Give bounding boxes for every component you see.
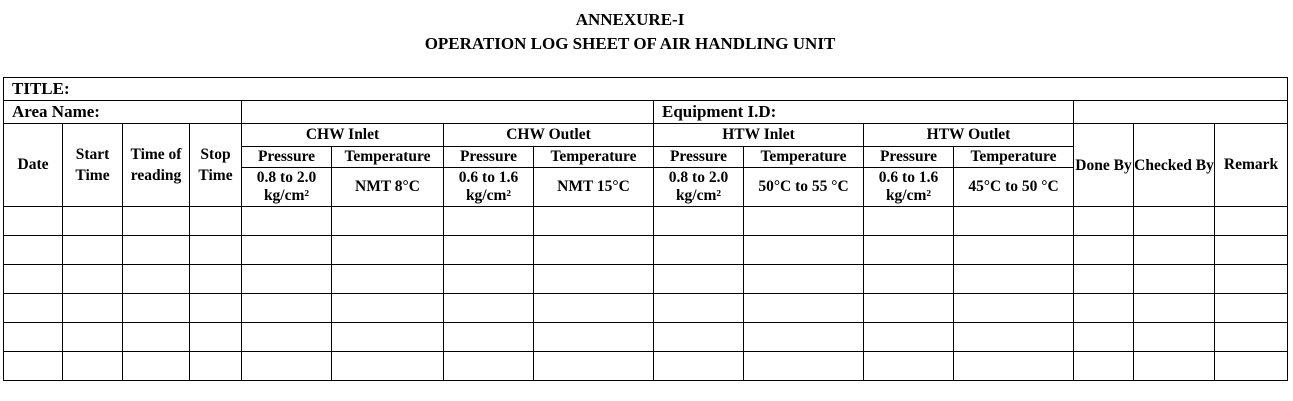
log-entry-cell[interactable] xyxy=(534,236,654,265)
chw-inlet-temperature-label: Temperature xyxy=(332,147,444,168)
log-entry-cell[interactable] xyxy=(534,207,654,236)
htw-inlet-temperature-label: Temperature xyxy=(744,147,864,168)
log-entry-cell[interactable] xyxy=(4,207,63,236)
log-entry-cell[interactable] xyxy=(1074,236,1134,265)
log-entry-cell[interactable] xyxy=(332,352,444,381)
table-row xyxy=(4,265,1288,294)
log-entry-cell[interactable] xyxy=(444,294,534,323)
log-entry-cell[interactable] xyxy=(190,352,242,381)
log-entry-cell[interactable] xyxy=(534,294,654,323)
title-field[interactable]: TITLE: xyxy=(4,78,1288,101)
chw-outlet-pressure-label: Pressure xyxy=(444,147,534,168)
log-entry-cell[interactable] xyxy=(1134,236,1215,265)
log-entry-cell[interactable] xyxy=(63,352,123,381)
log-entry-cell[interactable] xyxy=(242,207,332,236)
annexure-heading: ANNEXURE-I xyxy=(575,10,685,29)
table-row xyxy=(4,352,1288,381)
log-entry-cell[interactable] xyxy=(1074,207,1134,236)
log-entry-cell[interactable] xyxy=(864,236,954,265)
log-entry-cell[interactable] xyxy=(332,323,444,352)
htw-inlet-pressure-label: Pressure xyxy=(654,147,744,168)
log-entry-cell[interactable] xyxy=(1134,265,1215,294)
log-entry-cell[interactable] xyxy=(332,207,444,236)
log-entry-cell[interactable] xyxy=(1215,294,1288,323)
log-entry-cell[interactable] xyxy=(534,265,654,294)
log-entry-cell[interactable] xyxy=(1134,323,1215,352)
col-time-of-reading: Time of reading xyxy=(123,124,190,207)
log-entry-cell[interactable] xyxy=(1074,352,1134,381)
log-entry-cell[interactable] xyxy=(242,236,332,265)
chw-inlet-pressure-range: 0.8 to 2.0 kg/cm² xyxy=(242,168,332,207)
log-entry-cell[interactable] xyxy=(744,294,864,323)
group-htw-outlet: HTW Outlet xyxy=(864,124,1074,147)
log-entry-cell[interactable] xyxy=(444,207,534,236)
log-entry-cell[interactable] xyxy=(744,323,864,352)
log-entry-cell[interactable] xyxy=(1215,323,1288,352)
htw-inlet-temperature-range: 50°C to 55 °C xyxy=(744,168,864,207)
log-entry-cell[interactable] xyxy=(123,352,190,381)
equipment-id-value[interactable] xyxy=(1074,101,1288,124)
table-row xyxy=(4,207,1288,236)
log-entry-cell[interactable] xyxy=(242,323,332,352)
log-entry-cell[interactable] xyxy=(1215,236,1288,265)
col-remark: Remark xyxy=(1215,124,1288,207)
chw-inlet-temperature-range: NMT 8°C xyxy=(332,168,444,207)
group-chw-outlet: CHW Outlet xyxy=(444,124,654,147)
log-entry-cell[interactable] xyxy=(190,294,242,323)
log-entry-cell[interactable] xyxy=(744,265,864,294)
log-entry-cell[interactable] xyxy=(1215,207,1288,236)
htw-outlet-temperature-range: 45°C to 50 °C xyxy=(954,168,1074,207)
log-entry-cell[interactable] xyxy=(63,265,123,294)
log-entry-cell[interactable] xyxy=(654,265,744,294)
log-entry-cell[interactable] xyxy=(864,265,954,294)
log-entry-cell[interactable] xyxy=(1134,294,1215,323)
log-entry-cell[interactable] xyxy=(1215,265,1288,294)
log-entry-cell[interactable] xyxy=(4,352,63,381)
log-entry-cell[interactable] xyxy=(654,294,744,323)
log-entry-cell[interactable] xyxy=(190,207,242,236)
log-entry-cell[interactable] xyxy=(1074,265,1134,294)
chw-outlet-pressure-range: 0.6 to 1.6 kg/cm² xyxy=(444,168,534,207)
log-entry-cell[interactable] xyxy=(63,236,123,265)
log-sheet-title: OPERATION LOG SHEET OF AIR HANDLING UNIT xyxy=(424,34,836,53)
log-entry-cell[interactable] xyxy=(654,236,744,265)
log-entry-cell[interactable] xyxy=(744,207,864,236)
log-entry-cell[interactable] xyxy=(123,294,190,323)
log-entry-cell[interactable] xyxy=(744,352,864,381)
log-entry-cell[interactable] xyxy=(123,323,190,352)
log-entry-cell[interactable] xyxy=(954,236,1074,265)
log-table xyxy=(3,77,1288,381)
log-entry-cell[interactable] xyxy=(444,323,534,352)
log-entry-cell[interactable] xyxy=(332,294,444,323)
log-entry-cell[interactable] xyxy=(864,207,954,236)
col-date: Date xyxy=(4,124,63,207)
log-entry-cell[interactable] xyxy=(864,294,954,323)
log-entry-cell[interactable] xyxy=(954,294,1074,323)
log-entry-cell[interactable] xyxy=(332,265,444,294)
table-row xyxy=(4,236,1288,265)
log-entry-cell[interactable] xyxy=(444,352,534,381)
log-entry-cell[interactable] xyxy=(123,265,190,294)
log-entry-cell[interactable] xyxy=(190,265,242,294)
log-entry-cell[interactable] xyxy=(63,207,123,236)
log-entry-cell[interactable] xyxy=(1134,207,1215,236)
chw-inlet-pressure-label: Pressure xyxy=(242,147,332,168)
log-entry-cell[interactable] xyxy=(744,236,864,265)
col-stop-time: Stop Time xyxy=(190,124,242,207)
area-name-value[interactable] xyxy=(242,101,654,124)
col-done-by: Done By xyxy=(1074,124,1134,207)
log-entry-cell[interactable] xyxy=(332,236,444,265)
log-entry-cell[interactable] xyxy=(954,265,1074,294)
log-entry-cell[interactable] xyxy=(63,294,123,323)
table-row xyxy=(4,323,1288,352)
log-entry-cell[interactable] xyxy=(63,323,123,352)
log-entry-cell[interactable] xyxy=(1215,352,1288,381)
log-entry-cell[interactable] xyxy=(1134,352,1215,381)
log-entry-cell[interactable] xyxy=(4,323,63,352)
log-entry-cell[interactable] xyxy=(1074,294,1134,323)
log-entry-cell[interactable] xyxy=(4,265,63,294)
log-entry-cell[interactable] xyxy=(4,294,63,323)
htw-outlet-temperature-label: Temperature xyxy=(954,147,1074,168)
equipment-id-field[interactable]: Equipment I.D: xyxy=(654,101,1074,124)
log-entry-cell[interactable] xyxy=(654,207,744,236)
area-name-field[interactable]: Area Name: xyxy=(4,101,242,124)
log-entry-cell[interactable] xyxy=(534,352,654,381)
table-row xyxy=(4,294,1288,323)
log-entry-cell[interactable] xyxy=(954,207,1074,236)
log-entry-cell[interactable] xyxy=(654,323,744,352)
group-chw-inlet: CHW Inlet xyxy=(242,124,444,147)
log-entry-cell[interactable] xyxy=(1074,323,1134,352)
log-entry-cell[interactable] xyxy=(444,265,534,294)
log-entry-cell[interactable] xyxy=(190,236,242,265)
htw-outlet-pressure-range: 0.6 to 1.6 kg/cm² xyxy=(864,168,954,207)
log-entry-cell[interactable] xyxy=(4,236,63,265)
log-entry-cell[interactable] xyxy=(242,294,332,323)
chw-outlet-temperature-label: Temperature xyxy=(534,147,654,168)
log-entry-cell[interactable] xyxy=(864,323,954,352)
log-entry-cell[interactable] xyxy=(654,352,744,381)
col-start-time: Start Time xyxy=(63,124,123,207)
log-entry-cell[interactable] xyxy=(242,352,332,381)
chw-outlet-temperature-range: NMT 15°C xyxy=(534,168,654,207)
log-entry-cell[interactable] xyxy=(444,236,534,265)
htw-inlet-pressure-range: 0.8 to 2.0 kg/cm² xyxy=(654,168,744,207)
log-entry-cell[interactable] xyxy=(190,323,242,352)
col-checked-by: Checked By xyxy=(1134,124,1215,207)
log-entry-cell[interactable] xyxy=(123,207,190,236)
htw-outlet-pressure-label: Pressure xyxy=(864,147,954,168)
log-entry-cell[interactable] xyxy=(954,323,1074,352)
log-entry-cell[interactable] xyxy=(534,323,654,352)
log-entry-cell[interactable] xyxy=(123,236,190,265)
log-entry-cell[interactable] xyxy=(954,352,1074,381)
log-entry-cell[interactable] xyxy=(242,265,332,294)
group-htw-inlet: HTW Inlet xyxy=(654,124,864,147)
log-entry-cell[interactable] xyxy=(864,352,954,381)
